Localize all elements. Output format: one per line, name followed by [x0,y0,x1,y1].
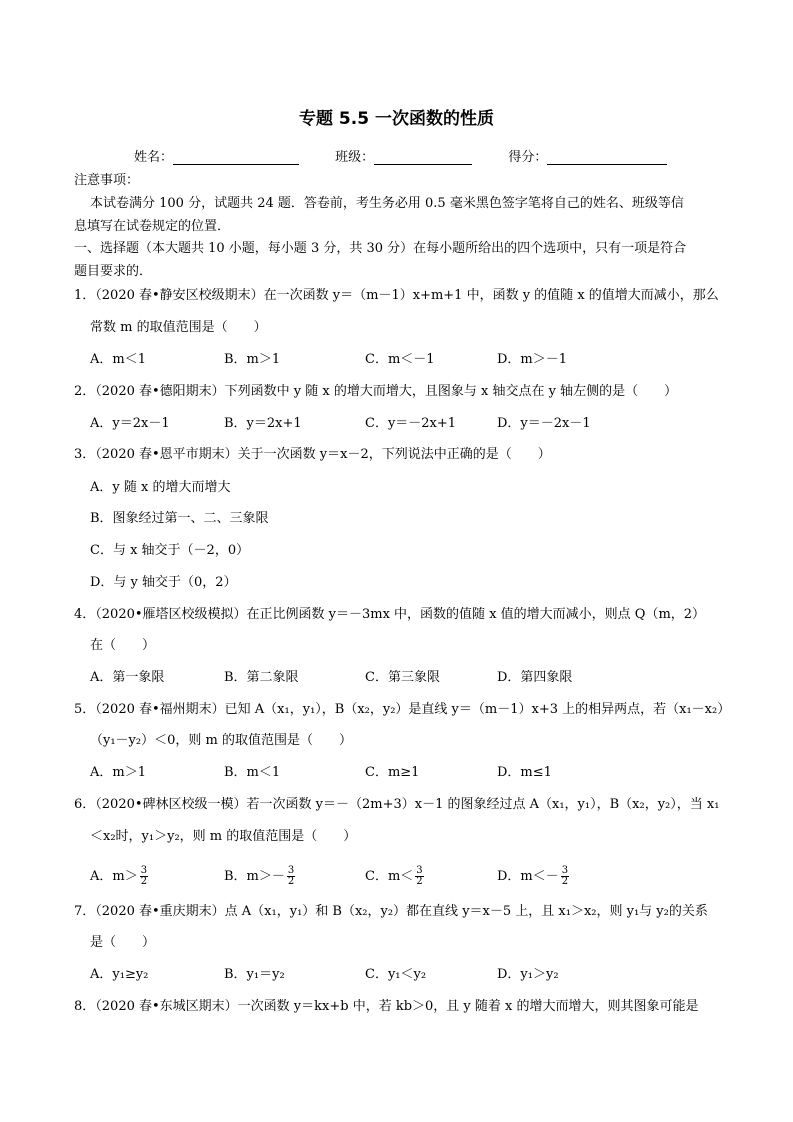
fraction-three-halves: $\frac{3}{2}$ [140,865,148,887]
q6-option-b-label: B．m＞－ [224,869,285,884]
question-8-line-1: 8．（2020 春•东城区期末）一次函数 y＝kx+b 中，若 kb＞0，且 y 随着 x 的增大而增大，则其图象可能是 [74,999,699,1014]
q2-option-c[interactable]: C．y＝－2x+1 [365,416,457,431]
fraction-three-halves: $\frac{3}{2}$ [287,865,295,887]
q5-option-d[interactable]: D．m≤1 [497,765,552,780]
q6-option-b[interactable] [224,866,295,887]
q6-option-d[interactable] [497,866,569,887]
class-field[interactable] [335,146,472,165]
fraction-three-halves: $\frac{3}{2}$ [561,865,569,887]
question-6-line-1: 6．（2020•碑林区校级一模）若一次函数 y＝－（2m+3）x－1 的图象经过点 A（x₁，y₁），B（x₂，y₂），当 x₁ [74,797,720,812]
score-blank[interactable] [547,150,667,165]
q2-option-a[interactable]: A．y＝2x－1 [90,416,170,431]
section-heading-line-1: 一、选择题（本大题共 10 小题，每小题 3 分，共 30 分）在每小题所给出的四个选项中，只有一项是符合 [74,241,687,256]
q7-option-b[interactable]: B．y₁＝y₂ [224,967,285,982]
q7-option-d[interactable]: D．y₁＞y₂ [497,967,559,982]
question-2-line-1: 2．（2020 春•德阳期末）下列函数中 y 随 x 的增大而增大，且图象与 x 轴交点在 y 轴左侧的是（ ） [74,384,678,399]
q6-option-d-label: D．m＜－ [497,869,559,884]
q1-option-b[interactable]: B．m＞1 [224,352,281,367]
q7-option-c[interactable]: C．y₁＜y₂ [365,967,427,982]
q1-option-a[interactable]: A．m＜1 [90,352,146,367]
name-blank[interactable] [173,150,299,165]
score-field[interactable] [508,146,667,165]
q2-option-d[interactable]: D．y＝－2x－1 [497,416,591,431]
q7-option-a[interactable]: A．y₁≥y₂ [90,967,149,982]
name-field[interactable] [134,146,299,165]
q6-option-a[interactable] [90,866,148,887]
q3-option-a[interactable]: A．y 随 x 的增大而增大 [90,480,231,495]
question-3-line-1: 3．（2020 春•恩平市期末）关于一次函数 y＝x－2，下列说法中正确的是（ ） [74,447,551,462]
question-1-line-1: 1．（2020 春•静安区校级期末）在一次函数 y＝（m－1）x+m+1 中，函数 y 的值随 x 的值增大而减小，那么 [74,288,719,303]
notice-line-2: 息填写在试卷规定的位置． [74,219,231,234]
question-4-line-1: 4．（2020•雁塔区校级模拟）在正比例函数 y＝－3mx 中，函数的值随 x 值的增大而减小，则点 Q（m，2） [74,607,706,622]
fraction-three-halves: $\frac{3}{2}$ [416,865,423,887]
question-7-line-2: 是（ ） [90,935,156,950]
q5-option-c[interactable]: C．m≥1 [365,765,420,780]
question-7-line-1: 7．（2020 春•重庆期末）点 A（x₁，y₁）和 B（x₂，y₂）都在直线 y＝x－5 上，且 x₁＞x₂，则 y₁与 y₂的关系 [74,904,708,919]
question-4-line-2: 在（ ） [90,638,156,653]
notice-line-1: 本试卷满分 100 分，试题共 24 题．答卷前，考生务必用 0.5 毫米黑色签字笔将自己的姓名、班级等信 [90,196,684,211]
page-title: 专题 5.5 一次函数的性质 [299,109,494,129]
q6-option-c[interactable] [365,866,424,887]
q6-option-c-label: C．m＜ [365,869,414,884]
q3-option-c[interactable]: C．与 x 轴交于（－2，0） [90,543,250,558]
student-info-row [134,146,699,165]
class-label: 班级： [335,150,375,165]
q4-option-c[interactable]: C．第三象限 [365,670,440,685]
question-5-line-1: 5．（2020 春•福州期末）已知 A（x₁，y₁），B（x₂，y₂）是直线 y＝（m－1）x+3 上的相异两点，若（x₁－x₂） [74,702,731,717]
q4-option-a[interactable]: A．第一象限 [90,670,165,685]
q1-option-c[interactable]: C．m＜－1 [365,352,435,367]
question-6-line-2: ＜x₂时，y₁＞y₂，则 m 的取值范围是（ ） [90,829,357,844]
q4-option-d[interactable]: D．第四象限 [497,670,573,685]
q4-option-b[interactable]: B．第二象限 [224,670,299,685]
q1-option-d[interactable]: D．m＞－1 [497,352,568,367]
q6-option-a-label: A．m＞ [90,869,138,884]
q3-option-b[interactable]: B．图象经过第一、二、三象限 [90,511,269,526]
q3-option-d[interactable]: D．与 y 轴交于（0，2） [90,575,237,590]
notice-heading: 注意事项： [74,173,140,188]
question-1-line-2: 常数 m 的取值范围是（ ） [90,320,267,335]
question-5-line-2: （y₁－y₂）＜0，则 m 的取值范围是（ ） [90,733,352,748]
q5-option-b[interactable]: B．m＜1 [224,765,281,780]
score-label: 得分： [508,150,548,165]
class-blank[interactable] [374,150,472,165]
section-heading-line-2: 题目要求的． [74,264,153,279]
name-label: 姓名： [134,150,174,165]
q2-option-b[interactable]: B．y＝2x+1 [224,416,302,431]
q5-option-a[interactable]: A．m＞1 [90,765,146,780]
